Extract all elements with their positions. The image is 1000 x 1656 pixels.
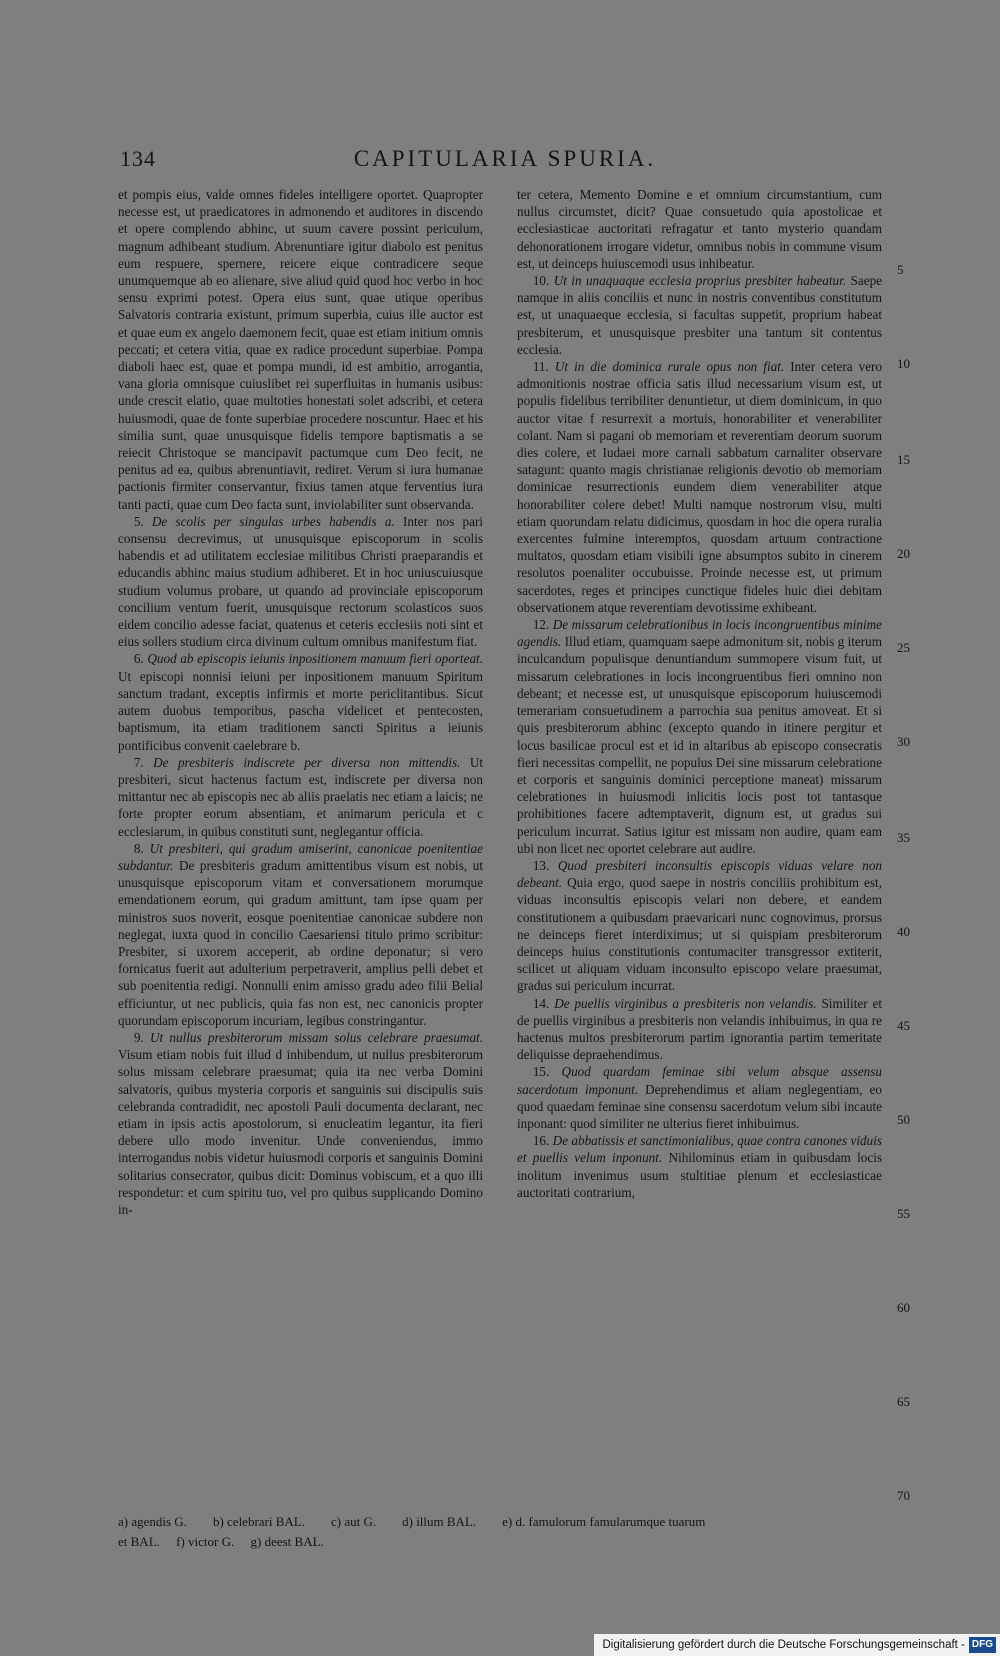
line-number: 40 [897, 924, 910, 939]
section: 14. De puellis virginibus a presbiteris non velandis. Similiter et de puellis virginibus a presbiteris non velandis inhibuimus, in qua re hactenus multos presbiterorum partim ignorantia partim temeritate deliquisse depraehendimus. [517, 995, 883, 1063]
line-number: 5 [897, 262, 904, 277]
section: 6. Quod ab episcopis ieiunis inpositionem manuum fieri oporteat. Ut episcopi nonnisi ieiuni per inpositionem manuum Spiritum sanctum tradant, exceptis infirmis et morte periclitantibus. Sicut autem duobus temporibus, pascha videlicet et pentecosten, baptismum, ita etiam traditionem sancti Spiritus a ieiunis pontificibus convenit caelebrare b. [118, 651, 484, 753]
line-number: 35 [897, 830, 910, 845]
line-number: 45 [897, 1018, 910, 1033]
line-number: 65 [897, 1394, 910, 1409]
section: 15. Quod quardam feminae sibi velum absque assensu sacerdotum imponunt. Deprehendimus et aliam neglegentiam, eo quod quaedam feminae sine consensu sacerdotum velum sibi incaute inponant: quod similiter ne ulterius fieret inhibuimus. [517, 1064, 883, 1131]
section-heading: De puellis virginibus a presbiteris non velandis. [554, 995, 817, 1011]
section-heading: De abbatissis et sanctimonialibus, quae contra canones viduis et puellis velum inponunt. [517, 1133, 882, 1166]
section-heading: De scolis per singulas urbes habendis a. [151, 513, 395, 529]
line-number: 15 [897, 452, 910, 467]
section-heading: Quod quardam feminae sibi velum absque assensu sacerdotum imponunt. [517, 1064, 883, 1097]
footnote-line: et BAL. f) victor G. g) deest BAL. [118, 1534, 324, 1549]
footnote-line: a) agendis G. b) celebrari BAL. c) aut G. d) illum BAL. e) d. famulorum famularumque tuarum [118, 1514, 706, 1529]
section: 7. De presbiteris indiscrete per diversa non mittendis. Ut presbiteri, sicut hactenus factum est, indiscrete per diversa non mittantur nec ab episcopis nec ab aliis praelatis nec etiam a laicis; ne forte propter eorum absentiam, et animarum pericula et c ecclesiarum, in quibus constituti sunt, neglegantur officia. [118, 754, 484, 839]
section-heading: Ut presbiteri, qui gradum amiserint, canonicae poenitentiae subdantur. [118, 840, 484, 873]
line-number: 60 [897, 1300, 910, 1315]
section-heading: Ut nullus presbiterorum missam solus celebrare praesumat. [149, 1029, 483, 1045]
section-heading: Quod ab episcopis ieiunis inpositionem manuum fieri oporteat. [147, 651, 484, 667]
line-number: 10 [897, 356, 910, 371]
line-number: 50 [897, 1112, 910, 1127]
line-number: 55 [897, 1206, 910, 1221]
section-heading: Ut in die dominica rurale opus non fiat. [554, 359, 785, 375]
credit-text: Digitalisierung gefördert durch die Deutsche Forschungsgemeinschaft - [602, 1639, 965, 1651]
dfg-logo-icon: DFG [969, 1637, 996, 1653]
section: 9. Ut nullus presbiterorum missam solus celebrare praesumat. Visum etiam nobis fuit illud d inhibendum, ut nullus presbiterorum solus missam celebrare praesumat; quia ita nec verba Domini salvatoris, quibus mysteria corporis et sanguinis sui discipulis suis celebranda contradidit, nec apostoli Pauli documenta declarant, nec etiam in ipsis actis apostolorum, si enucleatim legantur, ita fieri debere ullo modo invenitur. Unde conveniendus, immo interrogandus nobis videtur huiusmodi corporis et sanguinis Domini solitarius consecrator, quibus dicit: Dominus vobiscum, et a quo illi respondetur: et cum spiritu tuo, vel pro quibus supplicando Domino in- [118, 1029, 483, 1217]
right-column [517, 186, 882, 1201]
section-heading: De missarum celebrationibus in locis incongruentibus minime agendis. [517, 617, 882, 650]
line-number: 20 [897, 546, 910, 561]
section: 5. De scolis per singulas urbes habendis a. Inter nos pari consensu decrevimus, ut unusquisque episcoporum in scolis habendis et ad utilitatem ecclesiae militibus Christi praeparandis et educandis abhinc maius studium adhiberet. Et in hoc uniuscuiusque studium volumus probare, ut quando ad provinciale episcoporum concilium ventum fuerit, unusquisque rectorum scolasticos suos eidem concilio adesse faciat, quatenus et ceteris ecclesiis noti sint et eius sollers studium circa divinum cultum omnibus manifestum fiat. [118, 513, 484, 650]
running-title: CAPITULARIA SPURIA. [353, 146, 657, 171]
line-number: 25 [897, 640, 910, 655]
section: 12. De missarum celebrationibus in locis incongruentibus minime agendis. Illud etiam, quamquam saepe admonitum sit, nobis g iterum inculcandum populisque denuntiandum summopere visum fuit, ut missarum celebrationes in locis incongruentibus fieri omnino non debeant; et necesse est, ut unusquisque episcoporum huiuscemodi temerariam consuetudinem a parrochia sua penitus amoveat. Et si quis presbiterorum abhinc (excepto quando in itinere pergitur et locus basilicae procul est et id in altaribus ab episcopo consecratis fieri necessitas compellit, ne populus Dei sine missarum celebratione et corporis et sanguinis dominici perceptione maneat) missarum celebrationes in huiusmodi inlicitis locis post tot tantasque prohibitiones facere adtemptaverit, dignum est, ut gradus sui periculum incurrat. Satius igitur est missam non audire, quam eam ubi non licet nec oportet celebrare aut audire. [517, 617, 882, 856]
section-heading: Ut in unaquaque ecclesia proprius presbiter habeatur. [553, 273, 847, 289]
paragraph: et pompis eius, valde omnes fideles intelligere oportet. Quapropter necesse est, ut praedicatores in admonendo et auditores in discendo et opere complendo abhinc, ut suum cavere possint periculum, magnum adhibeant studium. Abrenuntiare igitur diabolo est penitus eum respuere, spernere, reicere eique contradicere seque unumquemque ab eo alienare, sive aliud quid quod hoc verbo in hoc sensu exprimi potest. Opera eius sunt, quae utique operibus Salvatoris contraria existunt, primum superbia, cuius ille auctor est et quae eum ex angelo daemonem fecit, quae est etiam initium omnis peccati; et cetera vitia, quae ex radice procedunt superbiae. Pompa diaboli haec est, quae et pompa mundi, id est ambitio, arrogantia, vana gloria omnisque cuiuslibet rei superfluitas in humanis usibus: unde crescit elatio, quae multoties honestati solet adscribi, et cetera huiusmodi, quae de fonte superbiae procedere noscuntur. Haec et his similia sunt, quae unusquisque fidelis tempore baptismatis a se reiecit Christoque se mancipavit pactumque cum Deo fecit, ne penitus ad ea, quibus abrenuntiavit, rediret. Verum si iura humanae pactionis firmiter conservantur, fixius tamen atque ferventius iura tanti pacti, quae cum Deo facta sunt, inviolabiliter sunt observanda. [118, 187, 483, 512]
section: 8. Ut presbiteri, qui gradum amiserint, canonicae poenitentiae subdantur. De presbiteris gradum amittentibus visum est nobis, ut unusquisque episcoporum vitam et conversationem morumque emendationem eorum, qui gradum amittunt, tam ipse quam per ministros suos noverit, eosque poenitentiae canonicae subdere non neglegat, iuxta quod in concilio Caesariensi titulo primo scribitur: Presbiter, si uxorem acceperit, ab ordine deponatur; si vero fornicatus fuerit aut adulterium perpetraverit, amplius pelli debet et sub poenitentia redigi. Nonnulli enim amisso gradu adeo filii Belial efficiuntur, ut nec publicis, quia fas non est, nec canonicis propter quorundam episcoporum incuriam, legibus constringantur. [118, 840, 484, 1028]
footer-credit [594, 1634, 1000, 1656]
paragraph: ter cetera, Memento Domine e et omnium circumstantium, cum nullus circumstet, dicit? Quae consuetudo quia apostolicae et ecclesiasticae auctoritati refragatur et tanto mysterio quandam dehonorationem irrogare videtur, omnibus nobis in commune visum est, ut deinceps huiuscemodi usus inhibeatur. [517, 187, 882, 271]
line-number: 70 [897, 1488, 910, 1503]
page-header [120, 146, 890, 176]
section-heading: De presbiteris indiscrete per diversa non mittendis. [153, 754, 461, 770]
section: 10. Ut in unaquaque ecclesia proprius presbiter habeatur. Saepe namque in aliis conciliis et nunc in nostris conventibus constitutum est, ut unaquaeque ecclesia, si facultas suppetit, proprium habeat presbiterum, et unusquisque presbiter una tantum sit contentus ecclesia. [517, 273, 883, 357]
section-heading: Quod presbiteri inconsultis episcopis viduas velare non debeant. [517, 857, 883, 891]
section: 13. Quod presbiteri inconsultis episcopis viduas velare non debeant. Quia ergo, quod saepe in nostris conciliis prohibitum est, viduas inconsultis episcopis velari non debere, et eandem constitutionem a quibusdam praevaricari nunc cognovimus, prorsus ne deinceps fieret interdiximus; ut si quispiam presbiterorum deinceps huius constitutionis contumaciter transgressor extiterit, scilicet ut aliquam viduam inconsulto episcopo velare praesumat, gradus sui periculum incurrat. [517, 857, 883, 994]
page-number: 134 [120, 146, 156, 171]
line-number: 30 [897, 734, 910, 749]
section: 11. Ut in die dominica rurale opus non fiat. Inter cetera vero admonitionis nostrae officia satis illud necessarium visum est, ut populis fidelibus terribiliter denuntietur, ut diem dominicum, in quo auctor vitae f resurrexit a mortuis, honorabiliter et venerabiliter colant. Nam si pagani ob memoriam et reverentiam deorum suorum dies colere, et Iudaei more carnali sabbatum carnaliter observare satagunt: quanto magis christianae religionis devotio ob memoriam dominicae resurrectionis eundem diem venerabiliter atque honorabiliter colere debet! Multi namque nostrorum visu, multi etiam quorundam relatu didicimus, quosdam in hoc die opera ruralia exercentes fulmine interemptos, quosdam artuum contractione multatos, quosdam etiam visibili igne absumptos subito in cinerem resolutos poenaliter occubuisse. Proinde necesse est, ut primum sacerdotes, reges et principes cunctique fideles huic diei debitam observationem atque reverentiam devotissime exhibeant. [517, 359, 883, 615]
left-column [118, 186, 483, 1218]
section: 16. De abbatissis et sanctimonialibus, quae contra canones viduis et puellis velum inponunt. Nihilominus etiam in quibusdam locis inolitum invenimus usum stultitiae plenum et ecclesiasticae auctoritati contrarium, [517, 1133, 883, 1200]
footnotes [118, 1512, 888, 1552]
